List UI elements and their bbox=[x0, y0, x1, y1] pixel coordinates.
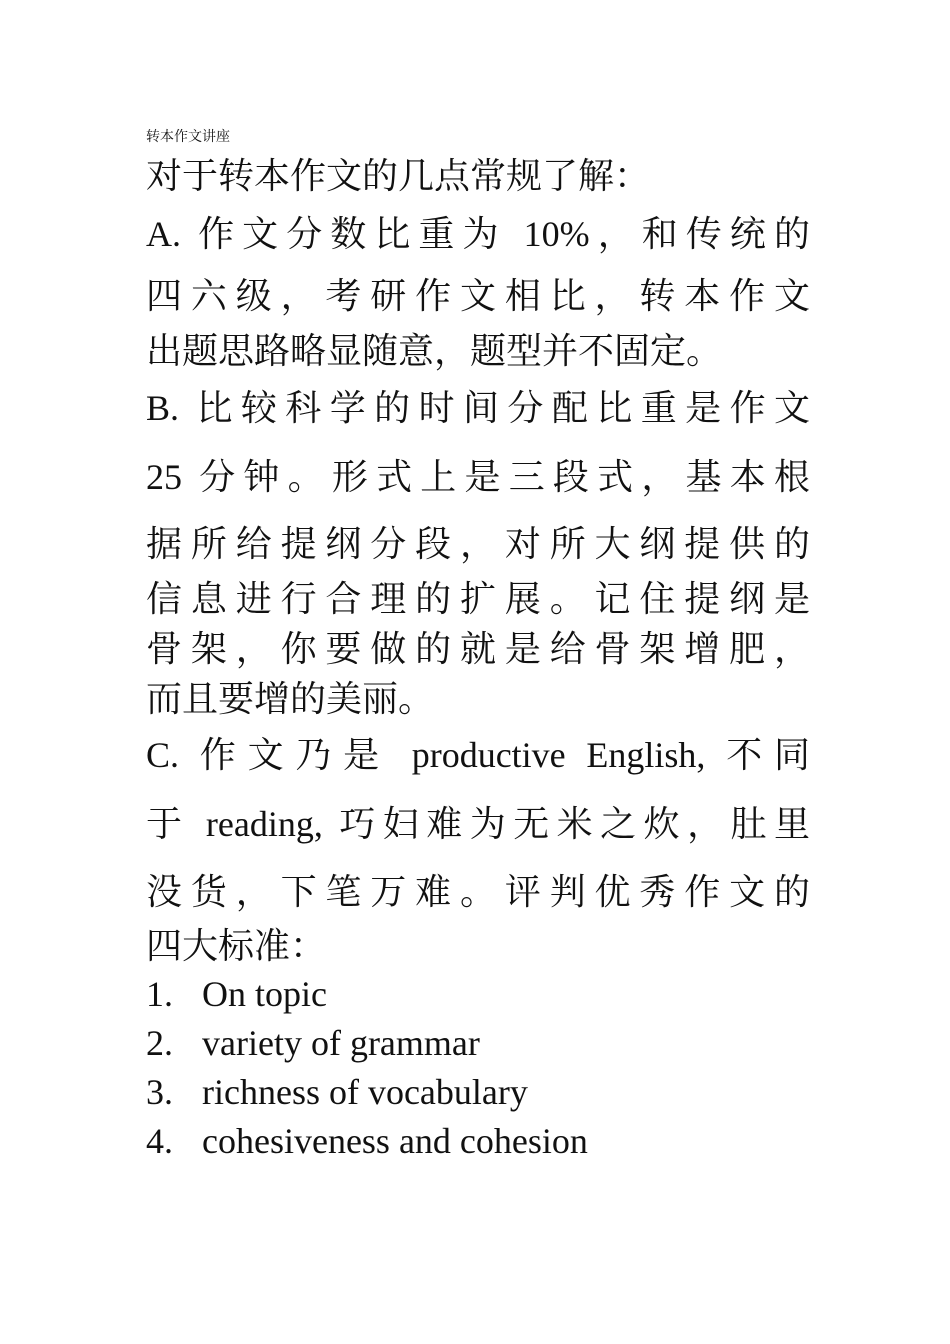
paragraph-c-line-3: 没货，下笔万难。评判优秀作文的 bbox=[146, 872, 810, 912]
list-item bbox=[146, 970, 810, 1019]
paragraph-b-line-2: 25 分钟。形式上是三段式，基本根 bbox=[146, 457, 810, 497]
list-number: 1. bbox=[146, 974, 173, 1014]
list-text: On topic bbox=[202, 974, 327, 1014]
intro-line: 对于转本作文的几点常规了解： bbox=[146, 156, 651, 196]
paragraph-b-line-5: 骨架，你要做的就是给骨架增肥， bbox=[146, 629, 810, 669]
paragraph-a-line-3: 出题思路略显随意，题型并不固定。 bbox=[146, 331, 723, 371]
paragraph-b-line-1: B. 比较科学的时间分配比重是作文 bbox=[146, 388, 810, 428]
list-item bbox=[146, 1019, 810, 1068]
list-text: variety of grammar bbox=[202, 1023, 480, 1063]
paragraph-a-line-1: A. 作文分数比重为 10%，和传统的 bbox=[146, 214, 810, 254]
paragraph-c-line-2: 于 reading, 巧妇难为无米之炊，肚里 bbox=[146, 804, 810, 844]
paragraph-a-line-2: 四六级，考研作文相比，转本作文 bbox=[146, 276, 810, 316]
criteria-list bbox=[146, 970, 810, 1166]
list-number: 2. bbox=[146, 1023, 173, 1063]
paragraph-b-line-4: 信息进行合理的扩展。记住提纲是 bbox=[146, 579, 810, 619]
list-number: 4. bbox=[146, 1121, 173, 1161]
paragraph-b-line-6: 而且要增的美丽。 bbox=[146, 679, 435, 719]
page-header: 转本作文讲座 bbox=[146, 129, 230, 145]
paragraph-c-line-4: 四大标准： bbox=[146, 926, 327, 966]
document-page bbox=[146, 126, 810, 1166]
paragraph-b-line-3: 据所给提纲分段，对所大纲提供的 bbox=[146, 524, 810, 564]
list-text: richness of vocabulary bbox=[202, 1072, 528, 1112]
list-item bbox=[146, 1117, 810, 1166]
paragraph-c-line-1: C. 作文乃是 productive English, 不同 bbox=[146, 735, 810, 775]
list-item bbox=[146, 1068, 810, 1117]
list-text: cohesiveness and cohesion bbox=[202, 1121, 588, 1161]
list-number: 3. bbox=[146, 1072, 173, 1112]
